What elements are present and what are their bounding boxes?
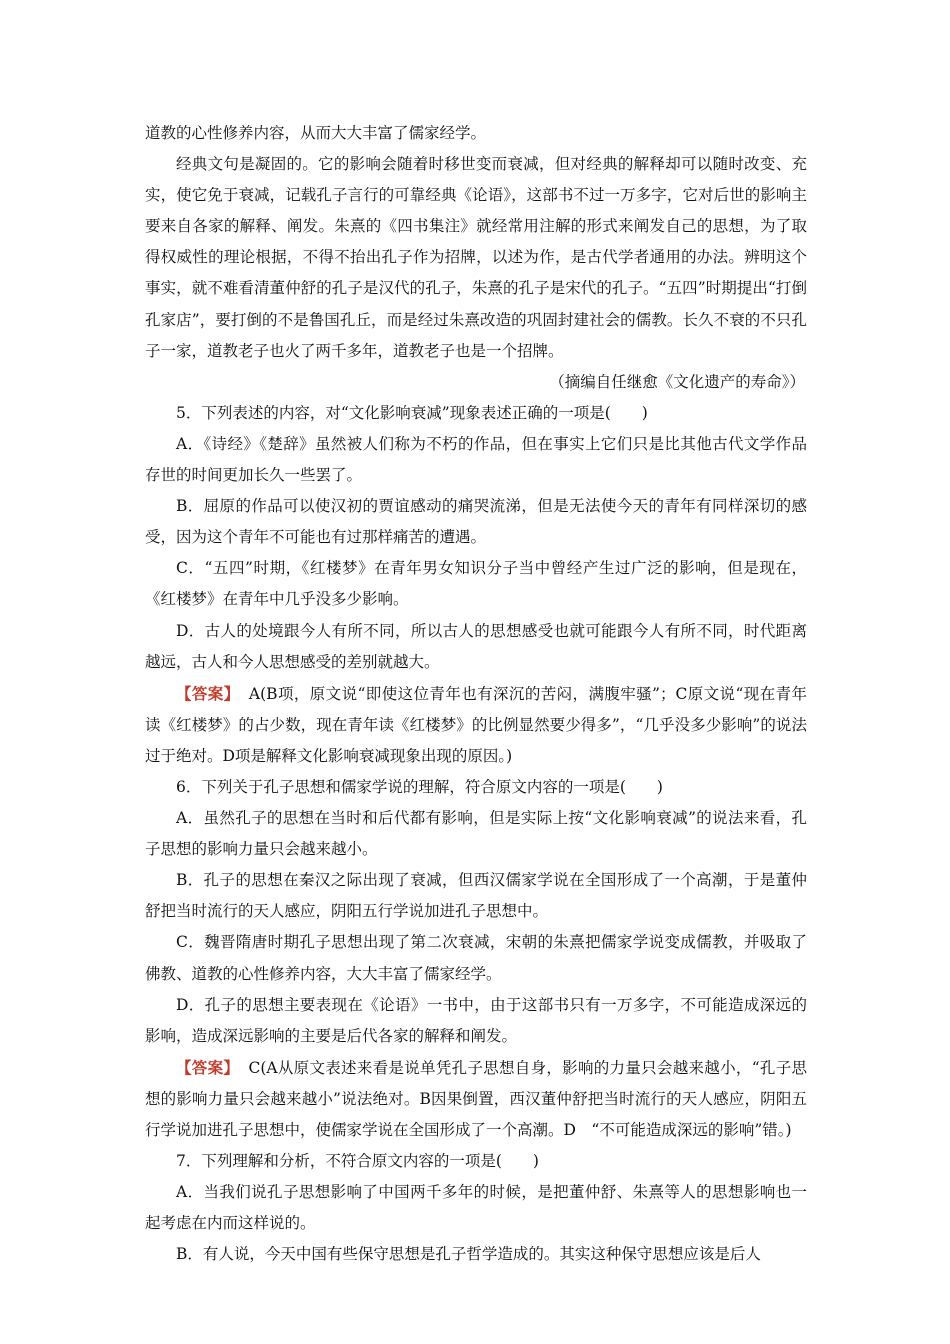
question-stem: 5．下列表述的内容，对“文化影响衰减”现象表述正确的一项是( )	[176, 403, 648, 422]
question-option: B．孔子的思想在秦汉之际出现了衰减，但西汉儒家学说在全国形成了一个高潮，于是董仲舒把当时流行的天人感应，阴阳五行学说加进孔子思想中。	[145, 871, 807, 921]
question-option: D．古人的处境跟今人有所不同，所以古人的思想感受也就可能跟今人有所不同，时代距离越远，古人和今人思想感受的差别就越大。	[145, 621, 807, 671]
passage-continuation: 道教的心性修养内容，从而大大丰富了儒家经学。	[145, 124, 487, 142]
question-option: A．当我们说孔子思想影响了中国两千多年的时候，是把董仲舒、朱熹等人的思想影响也一起考虑在内而这样说的。	[145, 1183, 807, 1233]
question-option: C．“五四”时期，《红楼梦》在青年男女知识分子当中曾经产生过广泛的影响，但是现在，《红楼梦》在青年中几乎没多少影响。	[145, 559, 807, 609]
answer-block	[145, 1052, 807, 1146]
passage-paragraph: 经典文句是凝固的。它的影响会随着时移世变而衰减，但对经典的解释却可以随时改变、充实，使它免于衰减，记载孔子言行的可靠经典《论语》，这部书不过一万多字，它对后世的影响主要来自各家的解释、阐发。朱熹的《四书集注》就经常用注解的形式来阐发自己的思想，为了取得权威性的理论根据，不得不抬出孔子作为招牌，以述为作，是古代学者通用的办法。辨明这个事实，就不难看清董仲舒的孔子是汉代的孔子，朱熹的孔子是宋代的孔子。“五四”时期提出“打倒孔家店”，要打倒的不是鲁国孔丘，而是经过朱熹改造的巩固封建社会的儒教。长久不衰的不只孔子一家，道教老子也火了两千多年，道教老子也是一个招牌。	[145, 155, 807, 360]
question-option: B．有人说，今天中国有些保守思想是孔子哲学造成的。其实这种保守思想应该是后人	[176, 1245, 761, 1264]
document-page	[145, 118, 807, 1270]
question-option: B．屈原的作品可以使汉初的贾谊感动的痛哭流涕，但是无法使今天的青年有同样深切的感受，因为这个青年不可能也有过那样痛苦的遭遇。	[145, 497, 807, 547]
question-stem: 6．下列关于孔子思想和儒家学说的理解，符合原文内容的一项是( )	[176, 777, 663, 796]
answer-label: 【答案】	[176, 683, 240, 703]
question-option: D．孔子的思想主要表现在《论语》一书中，由于这部书只有一万多字，不可能造成深远的影响，造成深远影响的主要是后代各家的解释和阐发。	[145, 995, 807, 1045]
answer-text: C(A从原文表述来看是说单凭孔子思想自身，影响的力量只会越来越小，“孔子思想的影响力量只会越来越小”说法绝对。B因果倒置，西汉董仲舒把当时流行的天人感应，阴阳五行学说加进孔子思想中，使儒家学说在全国形成了一个高潮。D “不可能造成深远的影响”错。)	[145, 1058, 807, 1139]
question-option: A．《诗经》《楚辞》虽然被人们称为不朽的作品，但在事实上它们只是比其他古代文学作品存世的时间更加长久一些罢了。	[145, 434, 807, 485]
answer-label: 【答案】	[176, 1057, 240, 1077]
question-option: A．虽然孔子的思想在当时和后代都有影响，但是实际上按“文化影响衰减”的说法来看，孔子思想的影响力量只会越来越小。	[145, 809, 807, 859]
passage-source: （摘编自任继愈《文化遗产的寿命》）	[549, 372, 805, 391]
question-stem: 7．下列理解和分析，不符合原文内容的一项是( )	[176, 1152, 539, 1171]
answer-text: A(B项，原文说“即使这位青年也有深沉的苦闷，满腹牢骚”；C原文说“现在青年读《红楼梦》的占少数，现在青年读《红楼梦》的比例显然要少得多”，“几乎没多少影响”的说法过于绝对。D项是解释文化影响衰减现象出现的原因。)	[145, 684, 807, 765]
answer-block	[145, 678, 807, 772]
question-option: C．魏晋隋唐时期孔子思想出现了第二次衰减，宋朝的朱熹把儒家学说变成儒教，并吸取了佛教、道教的心性修养内容，大大丰富了儒家经学。	[145, 933, 807, 983]
